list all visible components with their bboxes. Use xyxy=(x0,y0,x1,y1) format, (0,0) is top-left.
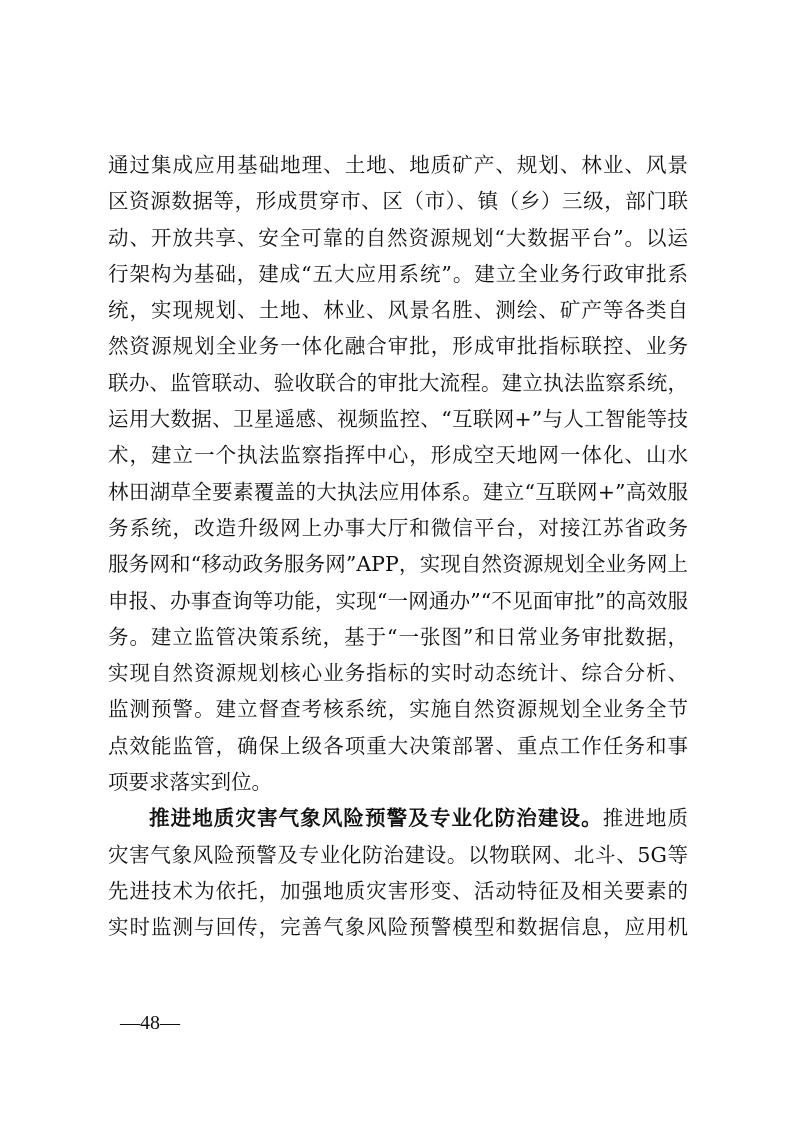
body-line-16: 监测预警。建立督查考核系统，实施自然资源规划全业务全节 xyxy=(108,697,688,722)
section-line-4: 实时监测与回传，完善气象风险预警模型和数据信息，应用机 xyxy=(108,915,688,940)
body-line-3: 动、开放共享、安全可靠的自然资源规划“大数据平台”。以运 xyxy=(108,225,688,250)
section-line-2: 灾害气象风险预警及专业化防治建设。以物联网、北斗、5G等 xyxy=(108,842,688,867)
section-heading: 推进地质灾害气象风险预警及专业化防治建设。 xyxy=(149,806,603,831)
body-line-9: 术，建立一个执法监察指挥中心，形成空天地网一体化、山水 xyxy=(108,443,688,468)
body-line-15: 实现自然资源规划核心业务指标的实时动态统计、综合分析、 xyxy=(108,661,688,686)
body-line-17: 点效能监管，确保上级各项重大决策部署、重点工作任务和事 xyxy=(108,733,688,758)
section-first-line-rest: 推进地质 xyxy=(602,806,688,831)
body-line-4: 行架构为基础，建成“五大应用系统”。建立全业务行政审批系 xyxy=(108,261,688,286)
body-line-6: 然资源规划全业务一体化融合审批，形成审批指标联控、业务 xyxy=(108,334,688,359)
body-line-5: 统，实现规划、土地、林业、风景名胜、测绘、矿产等各类自 xyxy=(108,298,688,323)
body-line-18: 项要求落实到位。 xyxy=(108,770,272,795)
body-text xyxy=(108,147,688,946)
body-line-13: 申报、办事查询等功能，实现“一网通办”“不见面审批”的高效服 xyxy=(108,588,688,613)
section-line-3: 先进技术为依托，加强地质灾害形变、活动特征及相关要素的 xyxy=(108,878,688,903)
body-line-7: 联办、监管联动、验收联合的审批大流程。建立执法监察系统， xyxy=(108,370,688,395)
body-line-14: 务。建立监管决策系统，基于“一张图”和日常业务审批数据， xyxy=(108,624,688,649)
body-line-10: 林田湖草全要素覆盖的大执法应用体系。建立“互联网+”高效服 xyxy=(108,479,688,504)
body-line-8: 运用大数据、卫星遥感、视频监控、“互联网+”与人工智能等技 xyxy=(108,407,688,432)
body-line-11: 务系统，改造升级网上办事大厅和微信平台，对接江苏省政务 xyxy=(108,515,688,540)
body-line-12: 服务网和“移动政务服务网”APP，实现自然资源规划全业务网上 xyxy=(108,552,688,577)
body-line-1: 通过集成应用基础地理、土地、地质矿产、规划、林业、风景 xyxy=(108,153,688,177)
page-number: —48— xyxy=(120,1012,180,1034)
section-first-line xyxy=(108,800,688,836)
body-line-2: 区资源数据等，形成贯穿市、区（市）、镇（乡）三级，部门联 xyxy=(108,189,688,214)
